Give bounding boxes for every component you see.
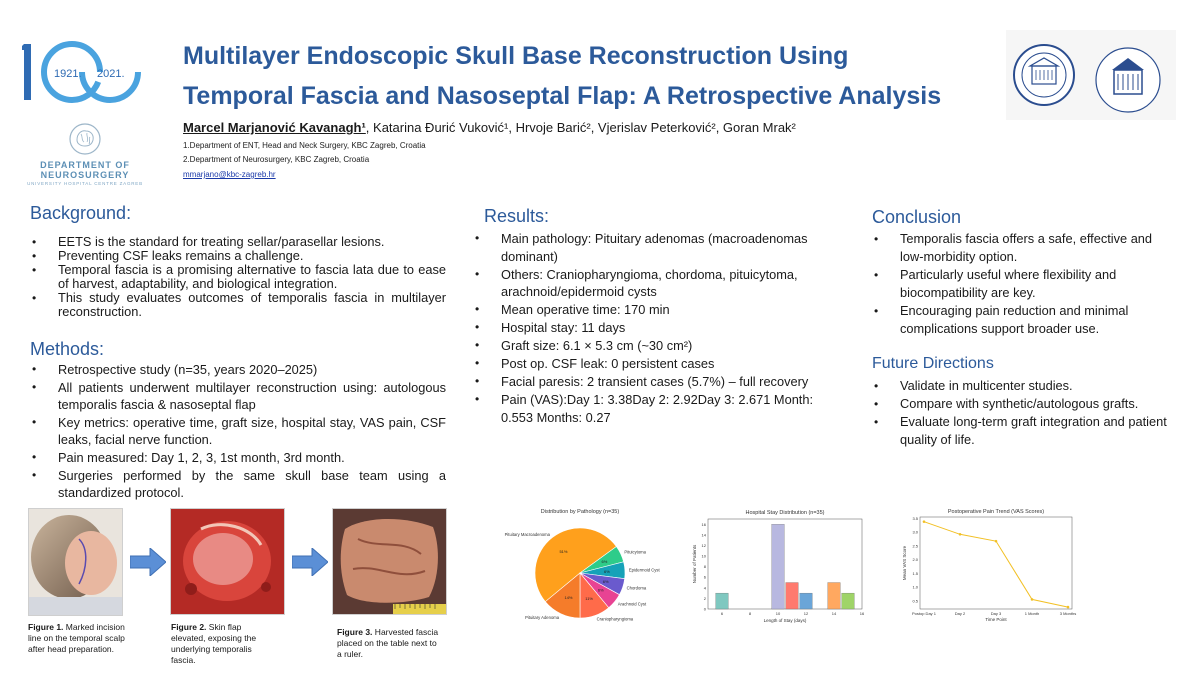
pie-percent-label: 14% bbox=[564, 594, 573, 600]
x-axis-label: Time Point bbox=[985, 617, 1007, 622]
chart-title: Postoperative Pain Trend (VAS Scores) bbox=[947, 509, 1045, 515]
pie-percent-label: 6% bbox=[601, 559, 608, 565]
pain-trend-line-chart bbox=[900, 505, 1080, 625]
pie-percent-label: 11% bbox=[585, 595, 594, 601]
y-tick-label: 3.5 bbox=[912, 515, 918, 521]
y-axis-label: Mean VAS Score bbox=[902, 545, 907, 581]
figure-2-photo bbox=[170, 508, 285, 615]
y-tick-label: 4 bbox=[703, 585, 706, 591]
plot-frame bbox=[920, 517, 1072, 609]
background-heading: Background: bbox=[30, 203, 132, 223]
figure-3-label: Figure 3. bbox=[337, 627, 373, 637]
data-point bbox=[959, 533, 962, 536]
pie-category-label: Epidermoid Cyst bbox=[628, 567, 660, 573]
medical-faculty-logo-icon bbox=[1096, 48, 1160, 112]
figure-1-caption bbox=[28, 622, 138, 655]
methods-item: • Key metrics: operative time, graft size, hospital stay, VAS pain, CSF leaks, facial nerve function. bbox=[30, 414, 446, 448]
future-item: • Compare with synthetic/autologous grafts. bbox=[872, 395, 1172, 413]
poster-title bbox=[183, 36, 993, 116]
results-heading: Results: bbox=[484, 206, 550, 226]
results-item: • Pain (VAS):Day 1: 3.38Day 2: 2.92Day 3: 2.671 Month: 0.553 Months: 0.27 bbox=[473, 391, 848, 426]
data-point bbox=[1031, 598, 1034, 601]
background-item: • Preventing CSF leaks remains a challenge. bbox=[30, 249, 446, 263]
hospital-stay-bar-chart bbox=[690, 505, 870, 625]
pie-percent-label: 51% bbox=[559, 549, 568, 555]
first-author: Marcel Marjanović Kavanagh¹ bbox=[183, 120, 366, 135]
conclusion-heading: Conclusion bbox=[872, 207, 962, 227]
pathology-pie-chart bbox=[488, 503, 673, 628]
background-item: • Temporal fascia is a promising alternative to fascia lata due to ease of harvest, adaptability, and biological integration. bbox=[30, 263, 446, 291]
y-tick-label: 6 bbox=[703, 574, 706, 580]
pie-category-label: Pituitary Adenoma bbox=[525, 614, 560, 620]
author-list bbox=[183, 120, 796, 135]
chart-title: Hospital Stay Distribution (n=35) bbox=[745, 510, 825, 516]
bar bbox=[772, 524, 785, 609]
department-name: DEPARTMENT OF NEUROSURGERY bbox=[40, 160, 130, 180]
future-item: • Validate in multicenter studies. bbox=[872, 377, 1172, 395]
pie-category-label: Arachnoid Cyst bbox=[617, 601, 647, 607]
co-authors: , Katarina Đurić Vuković¹, Hrvoje Barić², Vjerislav Peterković², Goran Mrak² bbox=[365, 120, 796, 135]
bar bbox=[800, 593, 813, 609]
university-logos bbox=[1006, 30, 1176, 120]
x-tick-label: 12 bbox=[803, 611, 809, 616]
conclusion-item: • Encouraging pain reduction and minimal complications support broader use. bbox=[872, 302, 1172, 338]
y-tick-label: 1.5 bbox=[912, 570, 918, 576]
department-subtitle: UNIVERSITY HOSPITAL CENTRE ZAGREB bbox=[27, 181, 143, 186]
future-item: • Evaluate long-term graft integration and patient quality of life. bbox=[872, 413, 1172, 449]
centenary-logo bbox=[22, 40, 142, 106]
figure-1-label: Figure 1. bbox=[28, 622, 64, 632]
logo-year-end: 2021. bbox=[97, 68, 125, 80]
y-tick-label: 12 bbox=[701, 542, 706, 548]
y-tick-label: 2.0 bbox=[912, 557, 918, 563]
data-point bbox=[995, 540, 998, 543]
x-tick-label: 6 bbox=[720, 611, 724, 616]
methods-list bbox=[30, 361, 446, 502]
arrow-right-icon bbox=[130, 548, 166, 576]
y-axis-label: Number of Patients bbox=[692, 544, 697, 584]
x-tick-label: 10 bbox=[775, 611, 781, 616]
pie-category-label: Pituicytoma bbox=[624, 549, 646, 555]
x-tick-label: 1 Month bbox=[1024, 611, 1040, 616]
affiliation-1: 1.Department of ENT, Head and Neck Surgery, KBC Zagreb, Croatia bbox=[183, 141, 426, 150]
results-item: • Facial paresis: 2 transient cases (5.7%) – full recovery bbox=[473, 373, 848, 391]
pie-category-label: Pituitary Macroadenoma bbox=[504, 531, 550, 537]
bar bbox=[842, 593, 855, 609]
figure-1-photo bbox=[28, 508, 123, 616]
y-tick-label: 10 bbox=[701, 553, 706, 559]
figure-3-text: Harvested fascia placed on the table next to a ruler. bbox=[337, 627, 439, 659]
future-directions-heading: Future Directions bbox=[872, 355, 994, 372]
background-list bbox=[30, 235, 446, 319]
conclusion-item: • Particularly useful where flexibility and biocompatibility are key. bbox=[872, 266, 1172, 302]
background-item: • EETS is the standard for treating sellar/parasellar lesions. bbox=[30, 235, 446, 249]
figure-2-text: Skin flap elevated, exposing the underlying temporalis fascia. bbox=[171, 622, 257, 665]
future-directions-list bbox=[872, 377, 1172, 449]
results-item: • Main pathology: Pituitary adenomas (macroadenomas dominant) bbox=[473, 230, 848, 265]
chart-title: Distribution by Pathology (n=35) bbox=[540, 509, 620, 515]
conclusion-list bbox=[872, 230, 1172, 338]
contact-email-link[interactable]: mmarjano@kbc-zagreb.hr bbox=[183, 170, 276, 179]
background-item: • This study evaluates outcomes of temporalis fascia in multilayer reconstruction. bbox=[30, 291, 446, 319]
results-item: • Mean operative time: 170 min bbox=[473, 301, 848, 319]
y-tick-label: 14 bbox=[701, 532, 706, 538]
title-line-2: Temporal Fascia and Nasoseptal Flap: A Retrospective Analysis bbox=[183, 82, 942, 110]
conclusion-item: • Temporalis fascia offers a safe, effective and low-morbidity option. bbox=[872, 230, 1172, 266]
figure-3-caption bbox=[337, 627, 442, 660]
methods-item: • All patients underwent multilayer reconstruction using: autologous temporalis fascia & nasoseptal flap bbox=[30, 379, 446, 413]
x-tick-label: 3 Months bbox=[1059, 611, 1077, 616]
figure-2-label: Figure 2. bbox=[171, 622, 207, 632]
affiliation-2: 2.Department of Neurosurgery, KBC Zagreb, Croatia bbox=[183, 155, 370, 164]
bar bbox=[716, 593, 729, 609]
results-item: • Graft size: 6.1 × 5.3 cm (~30 cm²) bbox=[473, 337, 848, 355]
x-tick-label: 16 bbox=[859, 611, 865, 616]
bar bbox=[786, 583, 799, 609]
x-tick-label: Postop Day 1 bbox=[911, 611, 937, 616]
x-tick-label: Day 2 bbox=[954, 611, 966, 616]
pie-percent-label: 6% bbox=[597, 587, 604, 593]
figure-3-photo bbox=[332, 508, 447, 615]
y-tick-label: 0 bbox=[703, 606, 706, 612]
figure-2-caption bbox=[171, 622, 271, 666]
x-tick-label: 14 bbox=[831, 611, 837, 616]
results-item: • Others: Craniopharyngioma, chordoma, pituicytoma, arachnoid/epidermoid cysts bbox=[473, 266, 848, 301]
results-item: • Hospital stay: 11 days bbox=[473, 319, 848, 337]
methods-heading: Methods: bbox=[30, 339, 105, 359]
methods-item: • Surgeries performed by the same skull base team using a standardized protocol. bbox=[30, 467, 446, 501]
x-tick-label: 8 bbox=[748, 611, 752, 616]
y-tick-label: 2.5 bbox=[912, 543, 918, 549]
pie-percent-label: 6% bbox=[602, 578, 609, 584]
department-logo bbox=[10, 122, 160, 186]
brain-icon bbox=[68, 122, 102, 156]
results-item: • Post op. CSF leak: 0 persistent cases bbox=[473, 355, 848, 373]
data-point bbox=[923, 520, 926, 523]
y-tick-label: 8 bbox=[703, 564, 706, 570]
bar bbox=[828, 583, 841, 609]
pie-category-label: Craniopharyngioma bbox=[596, 616, 634, 622]
y-tick-label: 3.0 bbox=[912, 529, 918, 535]
methods-item: • Retrospective study (n=35, years 2020–2025) bbox=[30, 361, 446, 378]
series-line bbox=[924, 522, 1068, 607]
figure-1-text: Marked incision line on the temporal scalp after head preparation. bbox=[28, 622, 125, 654]
title-line-1: Multilayer Endoscopic Skull Base Reconstruction Using bbox=[183, 42, 849, 70]
y-tick-label: 16 bbox=[701, 521, 706, 527]
y-tick-label: 2 bbox=[703, 595, 706, 601]
logo-year-start: 1921. bbox=[54, 68, 82, 80]
university-seal-icon bbox=[1014, 45, 1074, 105]
pie-percent-label: 6% bbox=[604, 568, 610, 574]
data-point bbox=[1067, 606, 1070, 609]
x-axis-label: Length of Stay (days) bbox=[763, 618, 807, 623]
x-tick-label: Day 3 bbox=[990, 611, 1002, 616]
pie-category-label: Chordoma bbox=[626, 585, 647, 591]
y-tick-label: 1.0 bbox=[912, 584, 918, 590]
results-list bbox=[473, 230, 848, 427]
y-tick-label: 0.5 bbox=[912, 598, 918, 604]
arrow-right-icon bbox=[292, 548, 328, 576]
methods-item: • Pain measured: Day 1, 2, 3, 1st month, 3rd month. bbox=[30, 449, 446, 466]
